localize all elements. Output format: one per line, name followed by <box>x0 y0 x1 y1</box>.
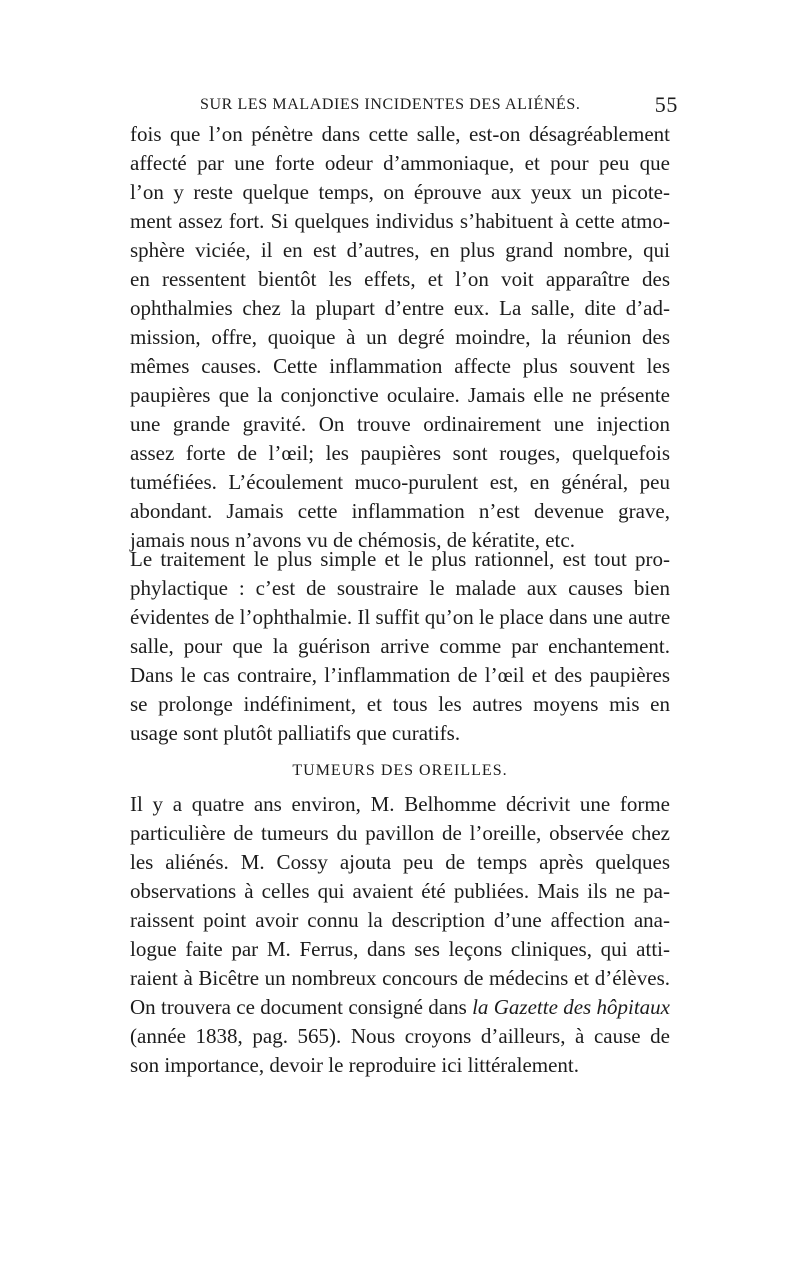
running-title: SUR LES MALADIES INCIDENTES DES ALIÉNÉS. <box>200 96 581 113</box>
text-line: (année 1838, pag. 565). Nous croyons d’ailleurs, à cause de <box>130 1024 670 1048</box>
text-line: paupières que la conjonctive oculaire. Jamais elle ne présente <box>130 383 670 407</box>
text-line: les aliénés. M. Cossy ajouta peu de temps après quelques <box>130 850 670 874</box>
text-line: se prolonge indéfiniment, et tous les autres moyens mis en <box>130 692 670 716</box>
text-line: tuméfiées. L’écoulement muco-purulent est, en général, peu <box>130 470 670 494</box>
text-line: son importance, devoir le reproduire ici littéralement. <box>130 1053 579 1077</box>
text-line: ment assez fort. Si quelques individus s’habituent à cette atmo- <box>130 209 670 233</box>
text-line: usage sont plutôt palliatifs que curatifs. <box>130 721 461 745</box>
text-line: raient à Bicêtre un nombreux concours de médecins et d’élèves. <box>130 966 670 990</box>
text-line: fois que l’on pénètre dans cette salle, est-on désagréablement <box>130 122 670 146</box>
text-line: ophthalmies chez la plupart d’entre eux. La salle, dite d’ad- <box>130 296 670 320</box>
section-heading: TUMEURS DES OREILLES. <box>292 762 508 779</box>
page-number: 55 <box>654 92 678 117</box>
text-line: raissent point avoir connu la description d’une affection ana- <box>130 908 670 932</box>
text-line: Dans le cas contraire, l’inflammation de l’œil et des paupières <box>130 663 670 687</box>
text-line: en ressentent bientôt les effets, et l’on voit apparaître des <box>130 267 670 291</box>
text-line: assez forte de l’œil; les paupières sont rouges, quelquefois <box>130 441 670 465</box>
paragraph-treatment <box>130 545 670 748</box>
paragraph-ophthalmia <box>130 120 670 555</box>
running-head <box>130 92 678 122</box>
text-line: mission, offre, quoique à un degré moindre, la réunion des <box>130 325 670 349</box>
text-line: une grande gravité. On trouve ordinairement une injection <box>130 412 670 436</box>
text-line: Il y a quatre ans environ, M. Belhomme décrivit une forme <box>130 792 670 816</box>
text-line: l’on y reste quelque temps, on éprouve aux yeux un picote- <box>130 180 670 204</box>
text-line: logue faite par M. Ferrus, dans ses leçons cliniques, qui atti- <box>130 937 670 961</box>
text-fragment: On trouvera ce document consigné dans <box>130 995 473 1019</box>
text-line: abondant. Jamais cette inflammation n’est devenue grave, <box>130 499 670 523</box>
text-line: Le traitement le plus simple et le plus rationnel, est tout pro- <box>130 547 670 571</box>
text-line: mêmes causes. Cette inflammation affecte plus souvent les <box>130 354 670 378</box>
text-line: évidentes de l’ophthalmie. Il suffit qu’on le place dans une autre <box>130 605 671 629</box>
text-line: affecté par une forte odeur d’ammoniaque, et pour peu que <box>130 151 670 175</box>
text-line: jamais nous n’avons vu de chémosis, de kératite, etc. <box>130 528 575 552</box>
text-line: phylactique : c’est de soustraire le malade aux causes bien <box>130 576 670 600</box>
text-line: sphère viciée, il en est d’autres, en plus grand nombre, qui <box>130 238 670 262</box>
text-line: particulière de tumeurs du pavillon de l’oreille, observée chez <box>130 821 670 845</box>
text-line-with-citation <box>130 993 670 1022</box>
text-line: observations à celles qui avaient été publiées. Mais ils ne pa- <box>130 879 670 903</box>
paragraph-ear-tumors <box>130 790 670 1080</box>
text-line: salle, pour que la guérison arrive comme par enchantement. <box>130 634 670 658</box>
journal-title: la Gazette des hôpitaux <box>472 995 670 1019</box>
